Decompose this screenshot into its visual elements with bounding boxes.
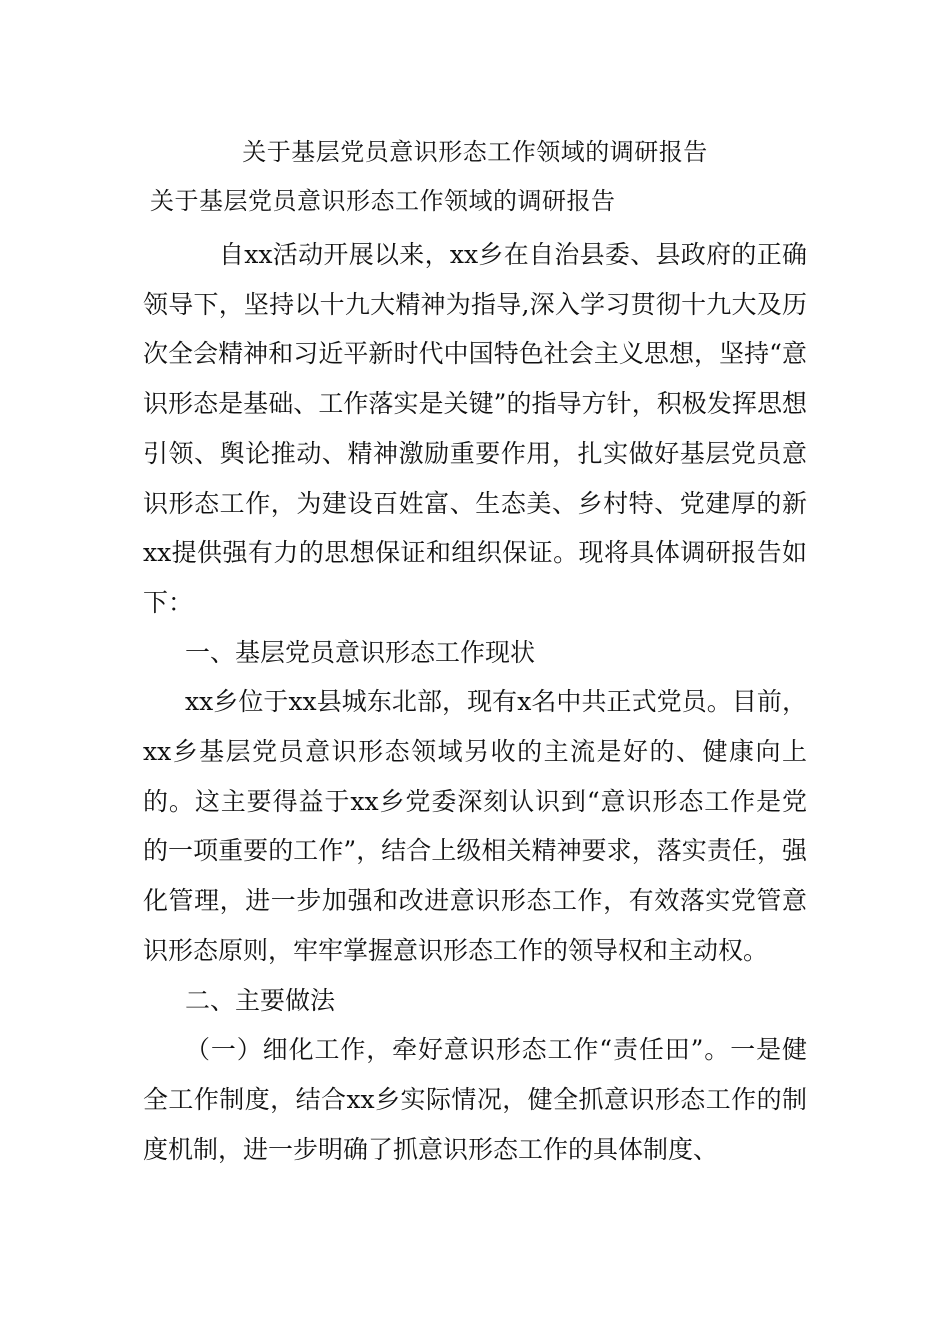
intro-paragraph: 自xx活动开展以来，xx乡在自治县委、县政府的正确领导下，坚持以十九大精神为指导,深入学习贯彻十九大及历次全会精神和习近平新时代中国特色社会主义思想，坚持“意识形态是基础、工作落实是关键”的指导方针，积极发挥思想引领、舆论推动、精神激励重要作用，扎实做好基层党员意识形态工作，为建设百姓富、生态美、乡村特、党建厚的新xx提供强有力的思想保证和组织保证。现将具体调研报告如下： — [143, 240, 807, 617]
document-title-centered: 关于基层党员意识形态工作领域的调研报告 — [242, 138, 708, 166]
document-title-left: 关于基层党员意识形态工作领域的调研报告 — [150, 187, 616, 215]
section-heading-2: 二、主要做法 — [185, 985, 336, 1015]
document-body — [143, 230, 807, 1174]
method-paragraph: （一）细化工作，牵好意识形态工作“责任田”。一是健全工作制度，结合xx乡实际情况，健全抓意识形态工作的制度机制，进一步明确了抓意识形态工作的具体制度、 — [143, 1035, 807, 1164]
section-heading-1: 一、基层党员意识形态工作现状 — [185, 637, 536, 667]
status-paragraph: xx乡位于xx县城东北部，现有x名中共正式党员。目前，xx乡基层党员意识形态领域另收的主流是好的、健康向上的。这主要得益于xx乡党委深刻认识到“意识形态工作是党的一项重要的工作”，结合上级相关精神要求，落实责任，强化管理，进一步加强和改进意识形态工作，有效落实党管意识形态原则，牢牢掌握意识形态工作的领导权和主动权。 — [143, 687, 807, 965]
